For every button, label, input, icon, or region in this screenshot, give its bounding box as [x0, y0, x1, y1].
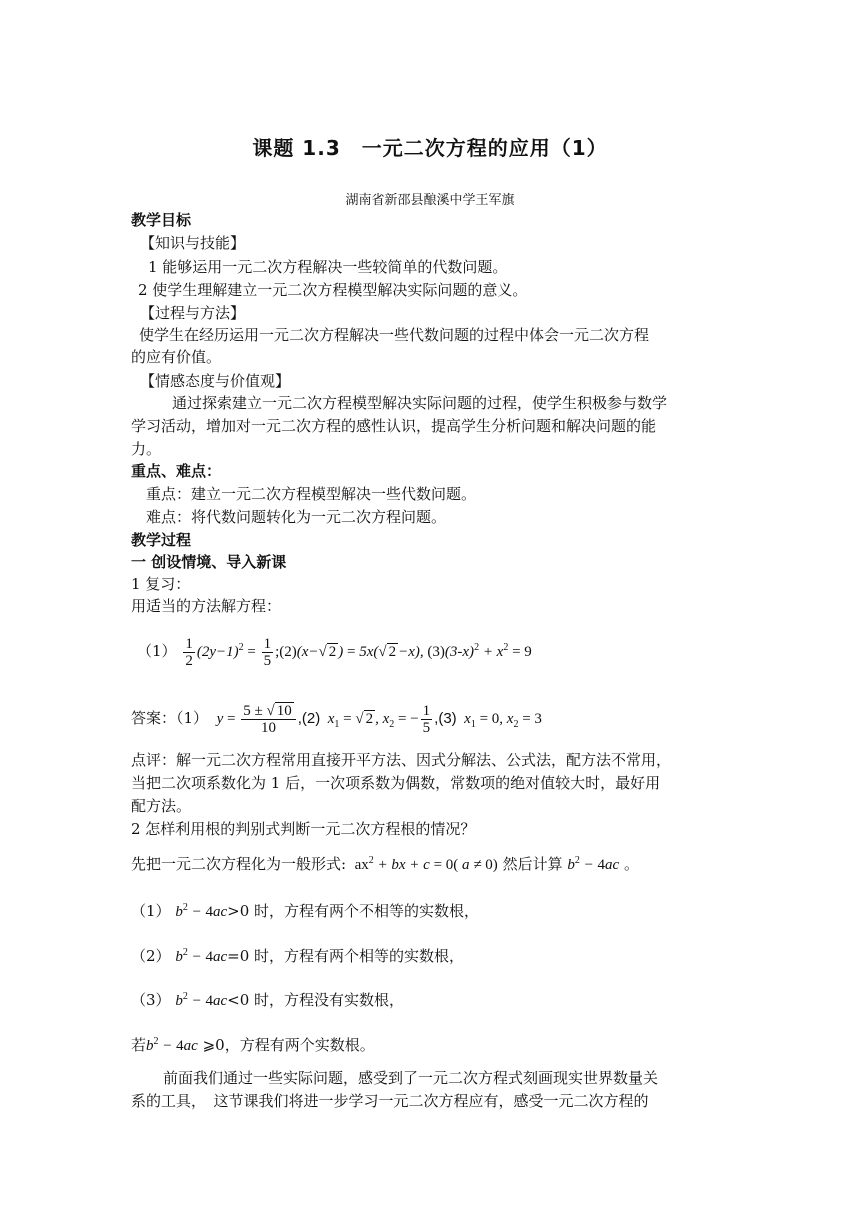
equation-label: （1）: [137, 642, 177, 660]
general-form-formula: $ax^2$ + bx + c = 0( a ≠ 0): [354, 855, 498, 873]
case-2-text: =0 时，方程有两个相等的实数根，: [227, 947, 465, 965]
emotion-heading: 【情感态度与价值观】: [140, 372, 291, 390]
case-1-text: >0 时，方程有两个不相等的实数根，: [227, 902, 480, 920]
intro-line-1: 前面我们通过一些实际问题，感受到了一元二次方程式刻画现实世界数量关: [163, 1069, 659, 1087]
process-method-heading: 【过程与方法】: [140, 304, 246, 322]
equation-formula: $\frac{1}{2}$ $(2y-1)^2$ = $\frac{1}{5}$ ;(2)(x−√ 2 ) = 5x(√ 2 −x), $(3)(3-x)^2 + x^2 = 9$: [185, 636, 532, 670]
general-form-end: 。: [623, 855, 639, 873]
emotion-text-2: 学习活动，增加对一元二次方程的感性认识，提高学生分析问题和解决问题的能: [131, 417, 657, 435]
general-form-line: [131, 850, 639, 876]
case-4-pre: 若: [131, 1036, 147, 1054]
goals-heading: 教学目标: [131, 211, 192, 229]
intro-line-2: 系的工具， 这节课我们将进一步学习一元二次方程应有，感受一元二次方程的: [131, 1092, 649, 1110]
key-points-heading: 重点、难点：: [131, 462, 222, 480]
discriminant-formula: $b^2 - 4ac$: [567, 855, 620, 873]
case-3-label: （3）: [131, 991, 171, 1009]
comment-line-3: 配方法。: [131, 797, 192, 815]
process-method-text-2: 的应有价值。: [131, 348, 222, 366]
case-1-label: （1）: [131, 902, 171, 920]
case-4-line: [131, 1031, 375, 1057]
knowledge-item-2: 2 使学生理解建立一元二次方程模型解决实际问题的意义。: [138, 281, 528, 299]
case-4-text: ⩾0，方程有两个实数根。: [202, 1036, 375, 1054]
emotion-text-1: 通过探索建立一元二次方程模型解决实际问题的过程，使学生积极参与数学: [172, 394, 668, 412]
comment-line-1: 点评：解一元二次方程常用直接开平方法、因式分解法、公式法，配方法不常用，: [131, 751, 672, 769]
emotion-text-3: 力。: [131, 440, 162, 458]
review-label: 1 复习：: [131, 575, 191, 593]
question-2: 2 怎样利用根的判别式判断一元二次方程根的情况？: [131, 820, 476, 838]
case-2-line: [131, 942, 464, 968]
document-title: 课题 1.3 一元二次方程的应用（1）: [252, 136, 608, 160]
case-1-formula: $b^2 - 4ac$: [175, 902, 228, 920]
answer-label: 答案：（1）: [131, 709, 209, 727]
comment-line-2: 当把二次项系数化为 1 后，一次项系数为偶数，常数项的绝对值较大时，最好用: [131, 774, 661, 792]
answers-line: [131, 700, 542, 743]
case-4-formula: $b^2 - 4ac$: [146, 1036, 198, 1054]
section-1-heading: 一 创设情境、导入新课: [131, 553, 287, 571]
case-1-line: [131, 897, 479, 923]
key-point: 重点：建立一元二次方程模型解决一些代数问题。: [146, 485, 477, 503]
case-3-formula: $b^2 - 4ac$: [175, 991, 228, 1009]
instruction-text: 用适当的方法解方程：: [131, 597, 282, 615]
equations-line: [137, 630, 532, 670]
process-method-text-1: 使学生在经历运用一元二次方程解决一些代数问题的过程中体会一元二次方程: [139, 326, 650, 344]
answer-formula: y = $\frac{5 \pm √ 10}{10}$ ,(2) $x_1$ = √ 2 , $x_2$ = − $\frac{1}{5}$ ,(3) $x_1 = 0$, $x_2 = 3$: [212, 703, 542, 737]
case-3-text: <0 时，方程没有实数根，: [227, 991, 405, 1009]
case-2-label: （2）: [131, 947, 171, 965]
general-form-mid: 然后计算: [502, 855, 563, 873]
general-form-pre: 先把一元二次方程化为一般形式:: [131, 855, 347, 873]
teaching-process-heading: 教学过程: [131, 531, 192, 549]
knowledge-heading: 【知识与技能】: [140, 234, 246, 252]
difficult-point: 难点：将代数问题转化为一元二次方程问题。: [146, 508, 447, 526]
author-line: 湖南省新邵县酿溪中学王军旗: [345, 193, 515, 208]
case-3-line: [131, 986, 404, 1012]
knowledge-item-1: 1 能够运用一元二次方程解决一些较简单的代数问题。: [148, 258, 508, 276]
case-2-formula: $b^2 - 4ac$: [175, 947, 228, 965]
